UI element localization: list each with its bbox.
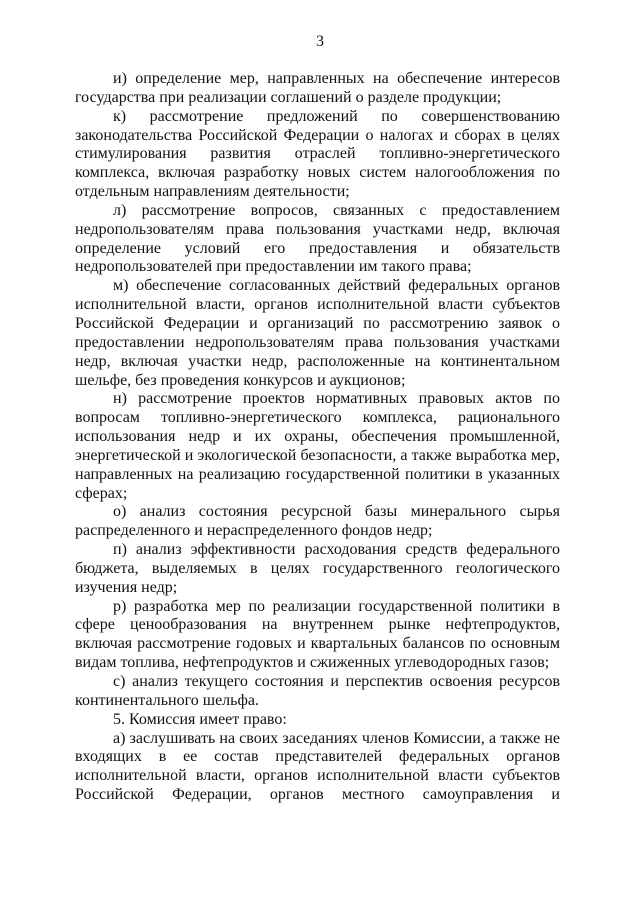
paragraph-l: л) рассмотрение вопросов, связанных с предоставлением недропользователям права пользования участками недр, включая определение условий его предоставления и обязательств недропользователей при предоставлении им такого права; bbox=[75, 201, 560, 276]
paragraph-i: и) определение мер, направленных на обеспечение интересов государства при реализации соглашений о разделе продукции; bbox=[75, 70, 560, 106]
paragraph-o: о) анализ состояния ресурсной базы минерального сырья распределенного и нераспределенного фондов недр; bbox=[75, 503, 560, 540]
page-number: 3 bbox=[316, 33, 324, 50]
section-5-heading: 5. Комиссия имеет право: bbox=[113, 710, 287, 728]
paragraph-p: п) анализ эффективности расходования средств федерального бюджета, выделяемых в целях государственного геологического изучения недр; bbox=[75, 541, 560, 596]
paragraph-r: р) разработка мер по реализации государственной политики в сфере ценообразования на внутреннем рынке нефтепродуктов, включая рассмотрение годовых и квартальных балансов по основным видам топлива, нефтепродуктов и сжиженных углеводородных газов; bbox=[75, 597, 560, 672]
paragraph-a: а) заслушивать на своих заседаниях членов Комиссии, а также не входящих в ее состав представителей федеральных органов исполнительной власти, органов исполнительной власти субъектов Российской Федерации, органов местного самоуправления и bbox=[75, 729, 560, 804]
document-body bbox=[75, 70, 560, 805]
paragraph-s: с) анализ текущего состояния и перспектив освоения ресурсов континентального шельфа. bbox=[75, 673, 560, 709]
paragraph-m: м) обеспечение согласованных действий федеральных органов исполнительной власти, органов исполнительной власти субъектов Российской Федерации и организаций по рассмотрению заявок о предоставлении недропользователям права пользования участками недр, включая участки недр, расположенные на континентальном шельфе, без проведения конкурсов и аукционов; bbox=[75, 277, 560, 389]
paragraph-n: н) рассмотрение проектов нормативных правовых актов по вопросам топливно-энергетического комплекса, рационального использования недр и их охраны, обеспечения промышленной, энергетической и экологической безопасности, а также выработка мер, направленных на реализацию государственной политики в указанных сферах; bbox=[75, 390, 560, 502]
paragraph-k: к) рассмотрение предложений по совершенствованию законодательства Российской Федерации о налогах и сборах в целях стимулирования развития отраслей топливно-энергетического комплекса, включая разработку новых систем налогообложения по отдельным направлениям деятельности; bbox=[75, 107, 560, 201]
